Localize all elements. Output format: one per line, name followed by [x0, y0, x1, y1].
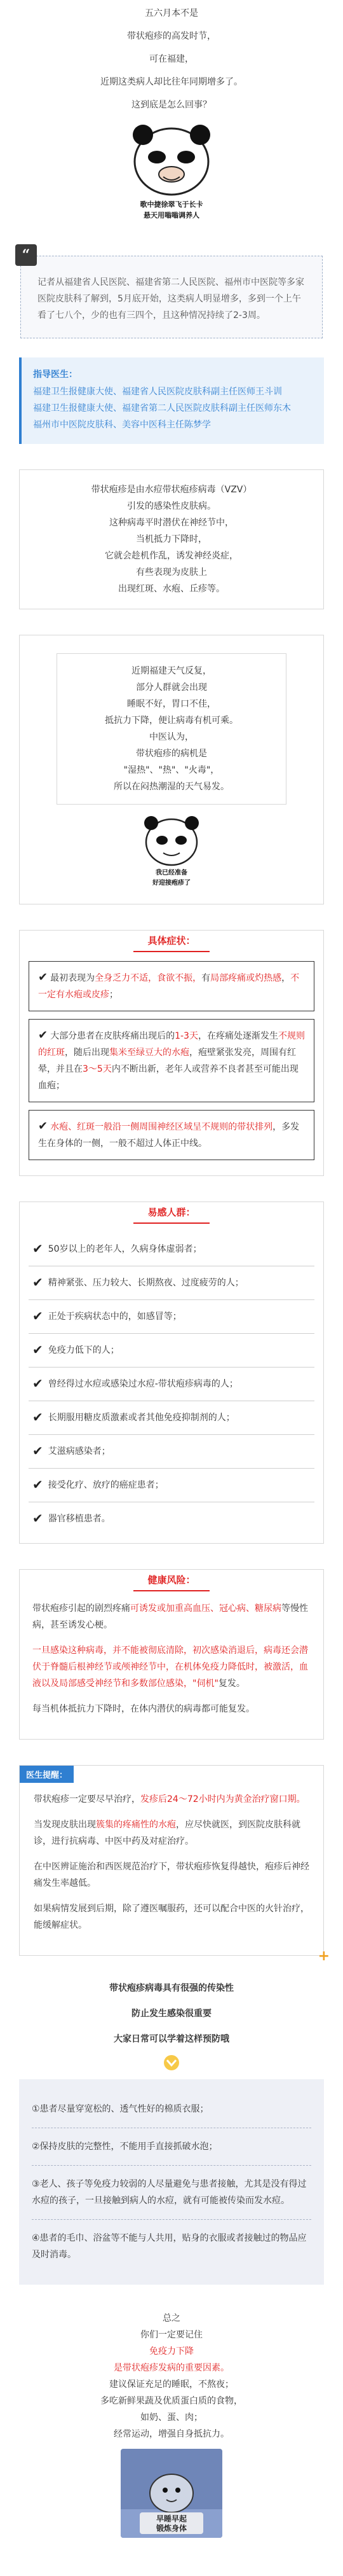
checkmark-icon: ✔	[32, 1511, 43, 1526]
text-segment: ，在疼痛处逐渐发生	[198, 1031, 278, 1041]
intro-line: 带状疱疹的高发时节，	[127, 31, 216, 41]
text-segment: 不一定有水疱或皮疹	[38, 973, 300, 1000]
text-segment: 可诱发或加重高血压、冠心病、糖尿病	[130, 1603, 281, 1614]
prevention-item: ④患者的毛巾、浴盆等不能与人共用，贴身的衣服或者接触过的物品应及时消毒。	[32, 2233, 307, 2260]
susceptible-item	[29, 1469, 314, 1502]
text-segment: 内不断出新，老年人或营养不良者甚至可能出现血疱；	[38, 1064, 299, 1091]
susceptible-title: 易感人群：	[20, 1201, 323, 1224]
symptom-item	[29, 1110, 314, 1160]
intro-line: 可在福建，	[149, 54, 194, 64]
susceptible-section	[19, 1201, 324, 1544]
text-segment: "伺机"	[192, 1679, 219, 1689]
susceptible-text: 艾滋病感染者；	[48, 1446, 111, 1457]
summary-section	[19, 2310, 324, 2538]
text-segment: 不规则的红斑	[38, 1031, 305, 1058]
cartoon-icon	[121, 2449, 222, 2538]
text-segment: 如果病情发展到后期，除了遵医嘱服药，还可以配合中医的火针治疗，能缓解症状。	[34, 1904, 309, 1930]
panda-face-icon	[118, 122, 225, 224]
susceptible-text: 正处于疾病状态中的，如感冒等；	[48, 1312, 182, 1322]
text-line: 中医认为，	[149, 732, 194, 742]
susceptible-item	[29, 1502, 314, 1535]
symptom-item	[29, 961, 314, 1011]
prevention-list	[19, 2079, 324, 2285]
text-segment: ，	[281, 973, 291, 983]
checkmark-icon: ✔	[32, 1443, 43, 1458]
exercise-cartoon-image	[121, 2449, 222, 2538]
meme-caption-1: 歌中捷徐翠飞于长卡	[140, 200, 203, 209]
text-segment: 3～5天	[83, 1064, 112, 1074]
text-segment: ；	[109, 990, 118, 1000]
text-line: 是带状疱疹发病的重要因素。	[114, 2363, 229, 2373]
susceptible-text: 免疫力低下的人；	[48, 1345, 119, 1355]
text-segment: 当发现皮肤出现	[34, 1820, 96, 1830]
susceptible-item	[29, 1300, 314, 1334]
paragraph	[32, 1600, 311, 1633]
susceptible-text: 精神紧张、压力较大、长期熬夜、过度疲劳的人；	[48, 1278, 244, 1288]
text-line: 引发的感染性皮肤病。	[127, 501, 216, 511]
text-line: 多吃新鲜果蔬及优质蛋白质的食物，	[100, 2396, 243, 2406]
prevention-headline: 防止发生感染很重要	[131, 2009, 212, 2019]
paragraph	[34, 1817, 309, 1850]
checkmark-icon: ✔	[32, 1477, 43, 1492]
panda-meme-small	[130, 814, 213, 890]
text-segment: 发疹后24～72小时内为黄金治疗窗口期。	[140, 1794, 306, 1804]
text-segment: 簇集的疼痛性的水疱	[96, 1820, 176, 1830]
text-line: 抵抗力下降，便让病毒有机可乘。	[105, 716, 238, 726]
checkmark-icon: ✔	[32, 1275, 43, 1290]
susceptible-item	[29, 1435, 314, 1469]
text-line: 近期福建天气反复，	[131, 666, 212, 676]
text-line: 当机抵力下降时，	[136, 534, 207, 544]
text-segment: 局部疼痛或灼热感	[210, 973, 282, 983]
advisor-item: 福建卫生报健康大使、福建省第二人民医院皮肤科副主任医师东木	[33, 403, 291, 413]
text-segment: ，多发生在身体的一侧，一般不超过人体正中线。	[38, 1122, 300, 1149]
checkmark-icon: ✔	[32, 1376, 43, 1391]
checkmark-icon: ✔	[38, 1119, 48, 1133]
susceptible-item	[29, 1368, 314, 1401]
weather-inner	[57, 653, 286, 805]
down-arrow-icon	[158, 2054, 185, 2072]
prevention-heading	[19, 1981, 324, 2072]
text-segment: 带状疱疹引起的剧烈疼痛	[32, 1603, 130, 1614]
text-segment: 每当机体抵抗力下降时，在体内潜伏的病毒都可能复发。	[32, 1704, 255, 1714]
checkmark-icon: ✔	[32, 1308, 43, 1324]
text-segment: ，疱壁紧张发亮，周围有红晕，并且在	[38, 1048, 296, 1074]
text-segment: 有	[201, 973, 211, 983]
text-segment: 带状疱疹一定要尽早治疗，	[34, 1794, 140, 1804]
susceptible-text: 器官移植患者。	[48, 1514, 111, 1524]
prevention-item: ①患者尽量穿宽松的、透气性好的棉质衣服；	[32, 2091, 311, 2128]
text-line: 带状疱疹的病机是	[136, 749, 207, 759]
cartoon-caption-2: 锻炼身体	[156, 2524, 187, 2533]
symptoms-section	[19, 930, 324, 1176]
susceptible-text: 接受化疗、放疗的癌症患者；	[48, 1480, 164, 1490]
checkmark-icon: ✔	[38, 971, 48, 984]
text-line: 睡眠不好，胃口不佳，	[127, 699, 216, 709]
text-segment: ，应尽快就医，到医院皮肤科就诊，进行抗病毒、中医中药及对症治疗。	[34, 1820, 300, 1846]
advisors-heading: 指导医生：	[33, 370, 77, 380]
quote-icon: “	[15, 244, 37, 266]
text-segment: 1-3天	[175, 1031, 198, 1041]
text-segment: 大部分患者在皮肤疼痛出现后的	[50, 1031, 175, 1041]
panda-meme-image	[118, 122, 225, 224]
text-line: "湿热"、"热"、"火毒"，	[123, 765, 220, 775]
text-segment: 复发。	[218, 1679, 245, 1689]
paragraph	[34, 1901, 309, 1934]
text-line: 部分人群就会出现	[136, 682, 207, 693]
text-line: 建议保证充足的睡眠，不熬夜；	[109, 2379, 234, 2390]
advisors-section	[19, 357, 324, 444]
cartoon-caption-1: 早睡早起	[156, 2514, 187, 2523]
text-line: 带状疱疹是由水痘带状疱疹病毒（VZV）	[91, 485, 252, 495]
text-line: 如奶、蛋、肉；	[140, 2413, 203, 2423]
meme-caption-2: 悬天用嗡嗡调养人	[144, 211, 199, 219]
checkmark-icon: ✔	[38, 1028, 48, 1042]
intro-line: 这到底是怎么回事？	[131, 100, 212, 110]
text-line: 出现红斑、水疱、丘疹等。	[118, 584, 225, 594]
text-line: 有些表现为皮肤上	[136, 567, 207, 578]
text-segment: ，随后出现	[65, 1048, 109, 1058]
susceptible-text: 曾经得过水痘或感染过水痘-带状疱疹病毒的人；	[48, 1379, 238, 1389]
paragraph	[34, 1859, 309, 1892]
doctor-tips-section	[19, 1765, 330, 1964]
text-line: 这种病毒平时潜伏在神经节中，	[109, 518, 234, 528]
susceptible-item	[29, 1334, 314, 1368]
text-segment: 集米至绿豆大的水疱	[109, 1048, 189, 1058]
intro-line: 近期这类病人却比往年同期增多了。	[100, 77, 243, 87]
weather-block	[19, 635, 324, 904]
text-segment: 一旦感染这种病毒，并不能被彻底清除，初次感染消退后，病毒还会潜伏于脊髓后根神经节或颅神经节中，在机体免疫力降低时，被激活，血液以及局部感受神经节和多数部位感染，	[32, 1645, 308, 1689]
text-segment: 最初表现为	[50, 973, 95, 983]
susceptible-text: 50岁以上的老年人，久病身体虚弱者；	[48, 1244, 202, 1254]
intro-section	[0, 0, 343, 224]
checkmark-icon: ✔	[32, 1241, 43, 1256]
text-line: 所以在闷热潮湿的天气易发。	[114, 782, 229, 792]
doctor-tag: 医生提醒：	[20, 1766, 74, 1783]
disease-intro-block	[19, 469, 324, 609]
susceptible-item	[29, 1233, 314, 1266]
prevention-item: ③老人、孩子等免疫力较弱的人尽量避免与患者接触，尤其是没有得过水痘的孩子，一旦接触到病人的水痘，就有可能被传染而发水痘。	[32, 2166, 311, 2220]
symptoms-title: 具体症状：	[20, 930, 323, 952]
prevention-item: ②保持皮肤的完整性，不能用手直接抓破水泡；	[32, 2128, 311, 2166]
reporter-text: 记者从福建省人民医院、福建省第二人民医院、福州市中医院等多家医院皮肤科了解到，5月底开始，这类病人明显增多，多到一个上午看了七八个，少的也有三四个，且这种情况持续了2-3周。	[20, 256, 323, 338]
susceptible-item	[29, 1266, 314, 1300]
meme-caption-1: 我已经准备	[156, 869, 187, 876]
text-line: 总之	[163, 2313, 180, 2323]
reporter-section	[20, 247, 323, 338]
text-segment: 在中医辨证施治和西医规范治疗下，带状疱疹恢复得越快，疱疹后神经痛发生率越低。	[34, 1862, 309, 1888]
paragraph	[32, 1701, 311, 1717]
meme-caption-2: 好迎接疱疹了	[152, 880, 191, 887]
text-segment: 等慢性病，甚至诱发心梗。	[32, 1603, 308, 1630]
text-line: 它就会趁机作乱，诱发神经炎症，	[105, 551, 238, 561]
panda-face-icon	[130, 814, 213, 890]
text-line: 免疫力下降	[149, 2346, 194, 2357]
paragraph	[34, 1791, 309, 1808]
plus-decoration-icon: +	[318, 1948, 330, 1964]
text-segment: 水疱、红斑一般沿一侧周围神经区域呈不规则的带状排列	[50, 1122, 273, 1132]
text-segment: 全身乏力不适，食欲不振，	[95, 973, 202, 983]
intro-line: 五六月本不是	[145, 8, 198, 18]
paragraph	[32, 1642, 311, 1692]
prevention-headline: 大家日常可以学着这样预防哦	[114, 2034, 229, 2044]
symptom-item	[29, 1019, 314, 1102]
checkmark-icon: ✔	[32, 1342, 43, 1357]
susceptible-text: 长期服用糖皮质激素或者其他免疫抑制剂的人；	[48, 1413, 235, 1423]
text-line: 经常运动，增强自身抵抗力。	[114, 2429, 229, 2439]
risk-title: 健康风险：	[20, 1569, 323, 1591]
prevention-headline: 带状疱疹病毒具有很强的传染性	[109, 1983, 234, 1993]
risk-section	[19, 1569, 324, 1740]
susceptible-item	[29, 1401, 314, 1435]
advisor-item: 福建卫生报健康大使、福建省人民医院皮肤科副主任医师王斗训	[33, 387, 282, 397]
checkmark-icon: ✔	[32, 1409, 43, 1425]
advisor-item: 福州市中医院皮肤科、美容中医科主任陈梦学	[33, 420, 211, 430]
text-line: 你们一定要记住	[140, 2330, 203, 2340]
